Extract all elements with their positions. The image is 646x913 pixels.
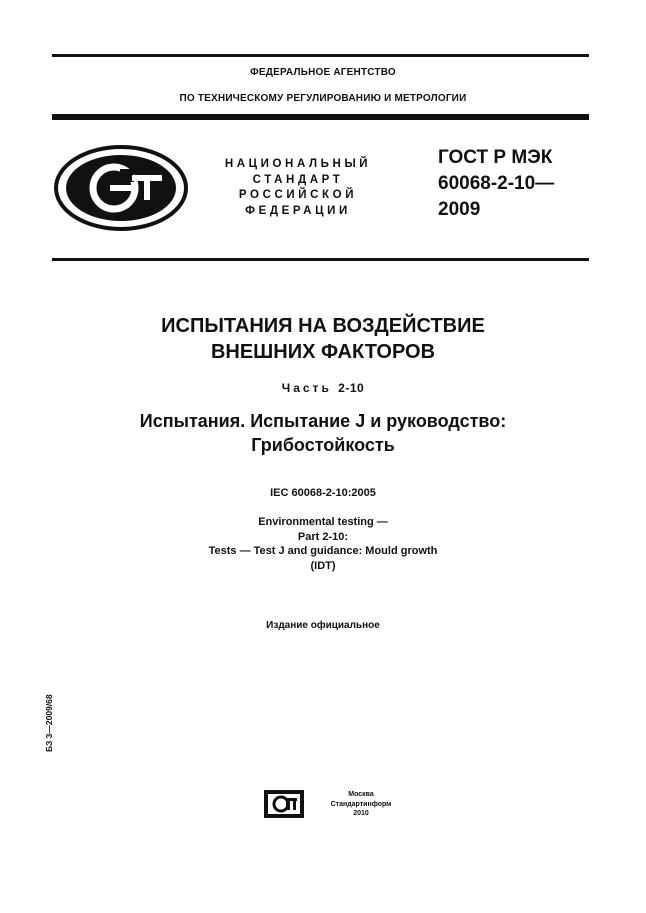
part-number: 2-10 [338, 381, 365, 395]
english-title-line: Part 2-10: [297, 530, 349, 543]
agency-line-1: ФЕДЕРАЛЬНОЕ АГЕНТСТВО [250, 67, 396, 78]
publisher-logo [264, 790, 304, 818]
title-line: ВНЕШНИХ ФАКТОРОВ [210, 341, 436, 363]
publisher-year: 2010 [353, 810, 369, 817]
header-thick-rule [52, 114, 589, 120]
publisher-info [306, 790, 416, 819]
english-title [0, 515, 646, 573]
part-label [0, 381, 646, 395]
designation-line: 60068-2-10— [438, 173, 555, 194]
subtitle-line: Испытания. Испытание J и руководство: [139, 411, 507, 431]
national-standard-line: НАЦИОНАЛЬНЫЙ [224, 158, 372, 170]
rst-logo [54, 145, 188, 231]
subtitle-line: Грибостойкость [251, 435, 395, 455]
edition-label: Издание официальное [266, 620, 380, 631]
national-standard-block [198, 157, 398, 219]
title-rule [52, 258, 589, 261]
english-title-line: (IDT) [310, 559, 336, 572]
iec-code: IEC 60068-2-10:2005 [270, 487, 376, 499]
national-standard-line: РОССИЙСКОЙ [238, 189, 358, 201]
agency-line-2: ПО ТЕХНИЧЕСКОМУ РЕГУЛИРОВАНИЮ И МЕТРОЛОГИИ [179, 93, 467, 104]
top-rule [52, 54, 589, 57]
publisher-city: Москва [348, 791, 374, 798]
designation-line: ГОСТ Р МЭК [438, 147, 553, 168]
standard-designation [438, 145, 618, 223]
national-standard-line: СТАНДАРТ [252, 173, 344, 186]
english-title-line: Tests — Test J and guidance: Mould growth [208, 545, 438, 557]
english-title-line: Environmental testing — [258, 516, 388, 528]
side-code: БЗ 3—2009/68 [44, 694, 54, 752]
document-subtitle [0, 409, 646, 457]
national-standard-line: ФЕДЕРАЦИИ [245, 204, 351, 217]
part-word: Часть [281, 381, 332, 395]
document-title [0, 313, 646, 365]
publisher-name: Стандартинформ [330, 800, 392, 808]
title-line: ИСПЫТАНИЯ НА ВОЗДЕЙСТВИЕ [161, 315, 485, 337]
designation-line: 2009 [438, 199, 481, 220]
